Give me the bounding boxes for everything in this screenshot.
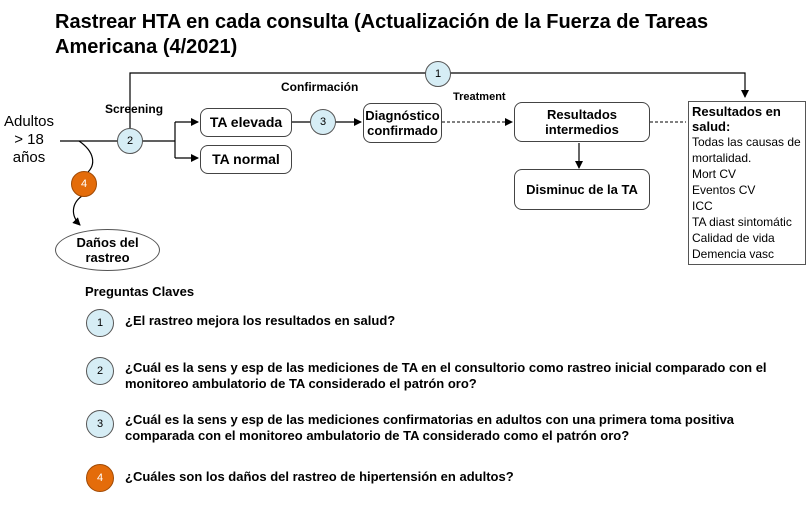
question-1-text: ¿El rastreo mejora los resultados en salud? [125,313,396,328]
question-4-text: ¿Cuáles son los daños del rastreo de hipertensión en adultos? [125,469,514,484]
outcome-item: Todas las causas de mortalidad. [692,135,801,165]
outcome-item: Mort CV [692,167,737,181]
treatment-label: Treatment [453,91,506,103]
node-ta-elevada: TA elevada [200,108,292,137]
outcome-item: ICC [692,199,713,213]
outcome-item: Calidad de vida [692,231,775,245]
question-2-text: ¿Cuál es la sens y esp de las mediciones de TA en el consultorio como rastreo inicial comparado con el monitoreo ambulatorio de TA considerado el patrón oro? [125,360,767,391]
confirmation-label: Confirmación [281,80,359,94]
kq3-marker: 3 [310,109,336,135]
node-danos-rastreo: Daños del rastreo [55,229,160,271]
screening-label: Screening [105,102,164,116]
outcome-item: TA diast sintomátic [692,215,792,229]
node-ta-normal: TA normal [200,145,292,174]
question-3-text: ¿Cuál es la sens y esp de las mediciones confirmatorias en adultos con una primera toma positiva comparada con el monitoreo ambulatorio de TA considerado como el patrón oro? [125,412,735,443]
node-disminuc-ta: Disminuc de la TA [514,169,650,210]
kq4-marker: 4 [71,171,97,197]
outcome-item: Demencia vasc [692,247,775,261]
health-outcomes-box [688,101,806,265]
question-3-marker: 3 [86,410,114,438]
kq1-marker: 1 [425,61,451,87]
outcome-item: Eventos CV [692,183,756,197]
outcomes-heading: Resultados en salud: [692,104,781,134]
questions-heading: Preguntas Claves [85,284,195,299]
node-resultados-intermedios: Resultados intermedios [514,102,650,142]
node-diagnostico: Diagnóstico confirmado [363,103,442,143]
question-2-marker: 2 [86,357,114,385]
question-4-marker: 4 [86,464,114,492]
question-1-marker: 1 [86,309,114,337]
kq2-marker: 2 [117,128,143,154]
page-title: Rastrear HTA en cada consulta (Actualización de la Fuerza de Tareas Americana (4/2021) [55,11,709,58]
population-label: Adultos > 18 años [3,113,55,166]
